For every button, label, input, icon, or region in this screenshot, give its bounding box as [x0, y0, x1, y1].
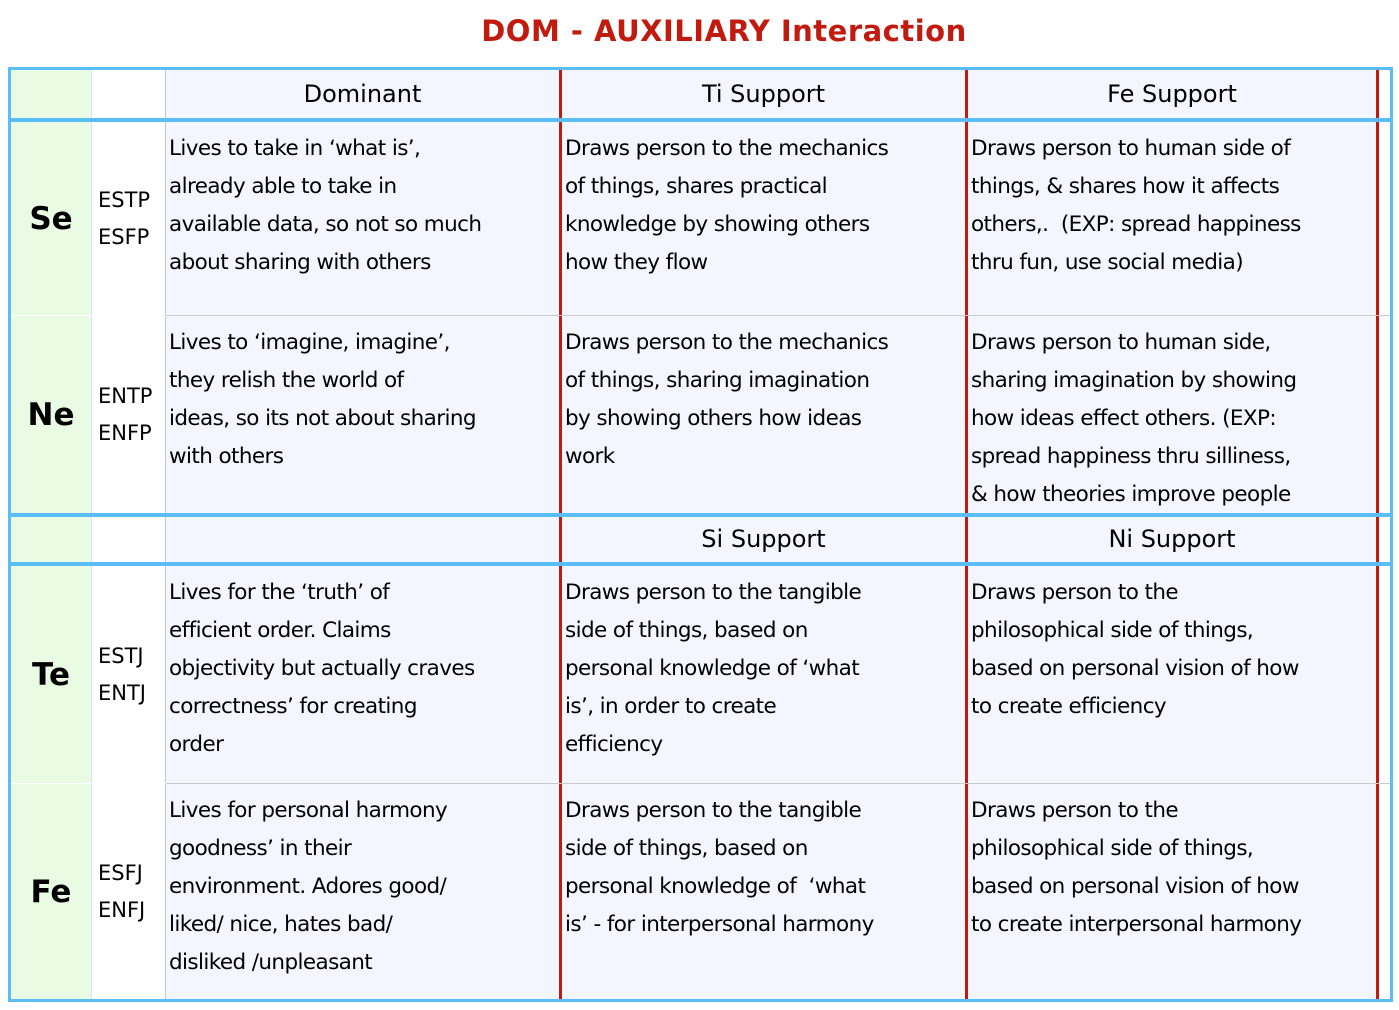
header-empty-function — [11, 70, 91, 118]
type: ESTJ — [98, 643, 144, 668]
types-ne — [91, 316, 166, 513]
header-ni-support: Ni Support — [965, 517, 1379, 562]
type: ENFP — [98, 420, 152, 445]
ti-support-se: Draws person to the mechanics of things, shares practical knowledge by showing others how they flow — [559, 122, 965, 315]
fe-support-se: Draws person to human side of things, & shares how it affects others,. (EXP: spread happiness thru fun, use social media) — [965, 122, 1379, 315]
subheader-empty-function — [11, 517, 91, 562]
edge-strip — [1379, 784, 1390, 999]
header-dominant: Dominant — [166, 70, 559, 118]
function-fe: Fe — [11, 784, 91, 999]
function-se: Se — [11, 122, 91, 315]
type: ESTP — [98, 187, 151, 212]
type: ENFJ — [98, 897, 146, 922]
dominant-se: Lives to take in ‘what is’, already able to take in available data, so not so much about sharing with others — [166, 122, 559, 315]
dom-auxiliary-table — [8, 67, 1393, 1002]
type: ESFP — [98, 224, 150, 249]
fe-support-ne: Draws person to human side, sharing imagination by showing how ideas effect others. (EXP: spread happiness thru silliness, & how theories improve people — [965, 316, 1379, 513]
type: ESFJ — [98, 860, 143, 885]
dominant-ne: Lives to ‘imagine, imagine’, they relish the world of ideas, so its not about sharing with others — [166, 316, 559, 513]
types-se — [91, 122, 166, 315]
dominant-te: Lives for the ‘truth’ of efficient order. Claims objectivity but actually craves correctness’ for creating order — [166, 566, 559, 783]
edge-strip — [1379, 122, 1390, 315]
si-support-fe: Draws person to the tangible side of things, based on personal knowledge of ‘what is’ - for interpersonal harmony — [559, 784, 965, 999]
header-si-support: Si Support — [559, 517, 965, 562]
function-te: Te — [11, 566, 91, 783]
edge-strip — [1379, 316, 1390, 513]
type: ENTP — [98, 383, 153, 408]
ni-support-te: Draws person to the philosophical side of things, based on personal vision of how to create efficiency — [965, 566, 1379, 783]
dominant-fe: Lives for personal harmony goodness’ in their environment. Adores good/ liked/ nice, hates bad/ disliked /unpleasant — [166, 784, 559, 999]
header-ti-support: Ti Support — [559, 70, 965, 118]
si-support-te: Draws person to the tangible side of things, based on personal knowledge of ‘what is’, in order to create efficiency — [559, 566, 965, 783]
types-fe — [91, 784, 166, 999]
subheader-empty-dominant — [166, 517, 559, 562]
edge-strip — [1379, 566, 1390, 783]
ni-support-fe: Draws person to the philosophical side of things, based on personal vision of how to create interpersonal harmony — [965, 784, 1379, 999]
type: ENTJ — [98, 680, 146, 705]
types-te — [91, 566, 166, 783]
edge-strip — [1379, 517, 1390, 562]
edge-strip — [1379, 70, 1390, 118]
function-ne: Ne — [11, 316, 91, 513]
header-empty-types — [91, 70, 166, 118]
header-fe-support: Fe Support — [965, 70, 1379, 118]
page-title: DOM - AUXILIARY Interaction — [481, 14, 967, 48]
subheader-empty-types — [91, 517, 166, 562]
ti-support-ne: Draws person to the mechanics of things, sharing imagination by showing others how ideas work — [559, 316, 965, 513]
